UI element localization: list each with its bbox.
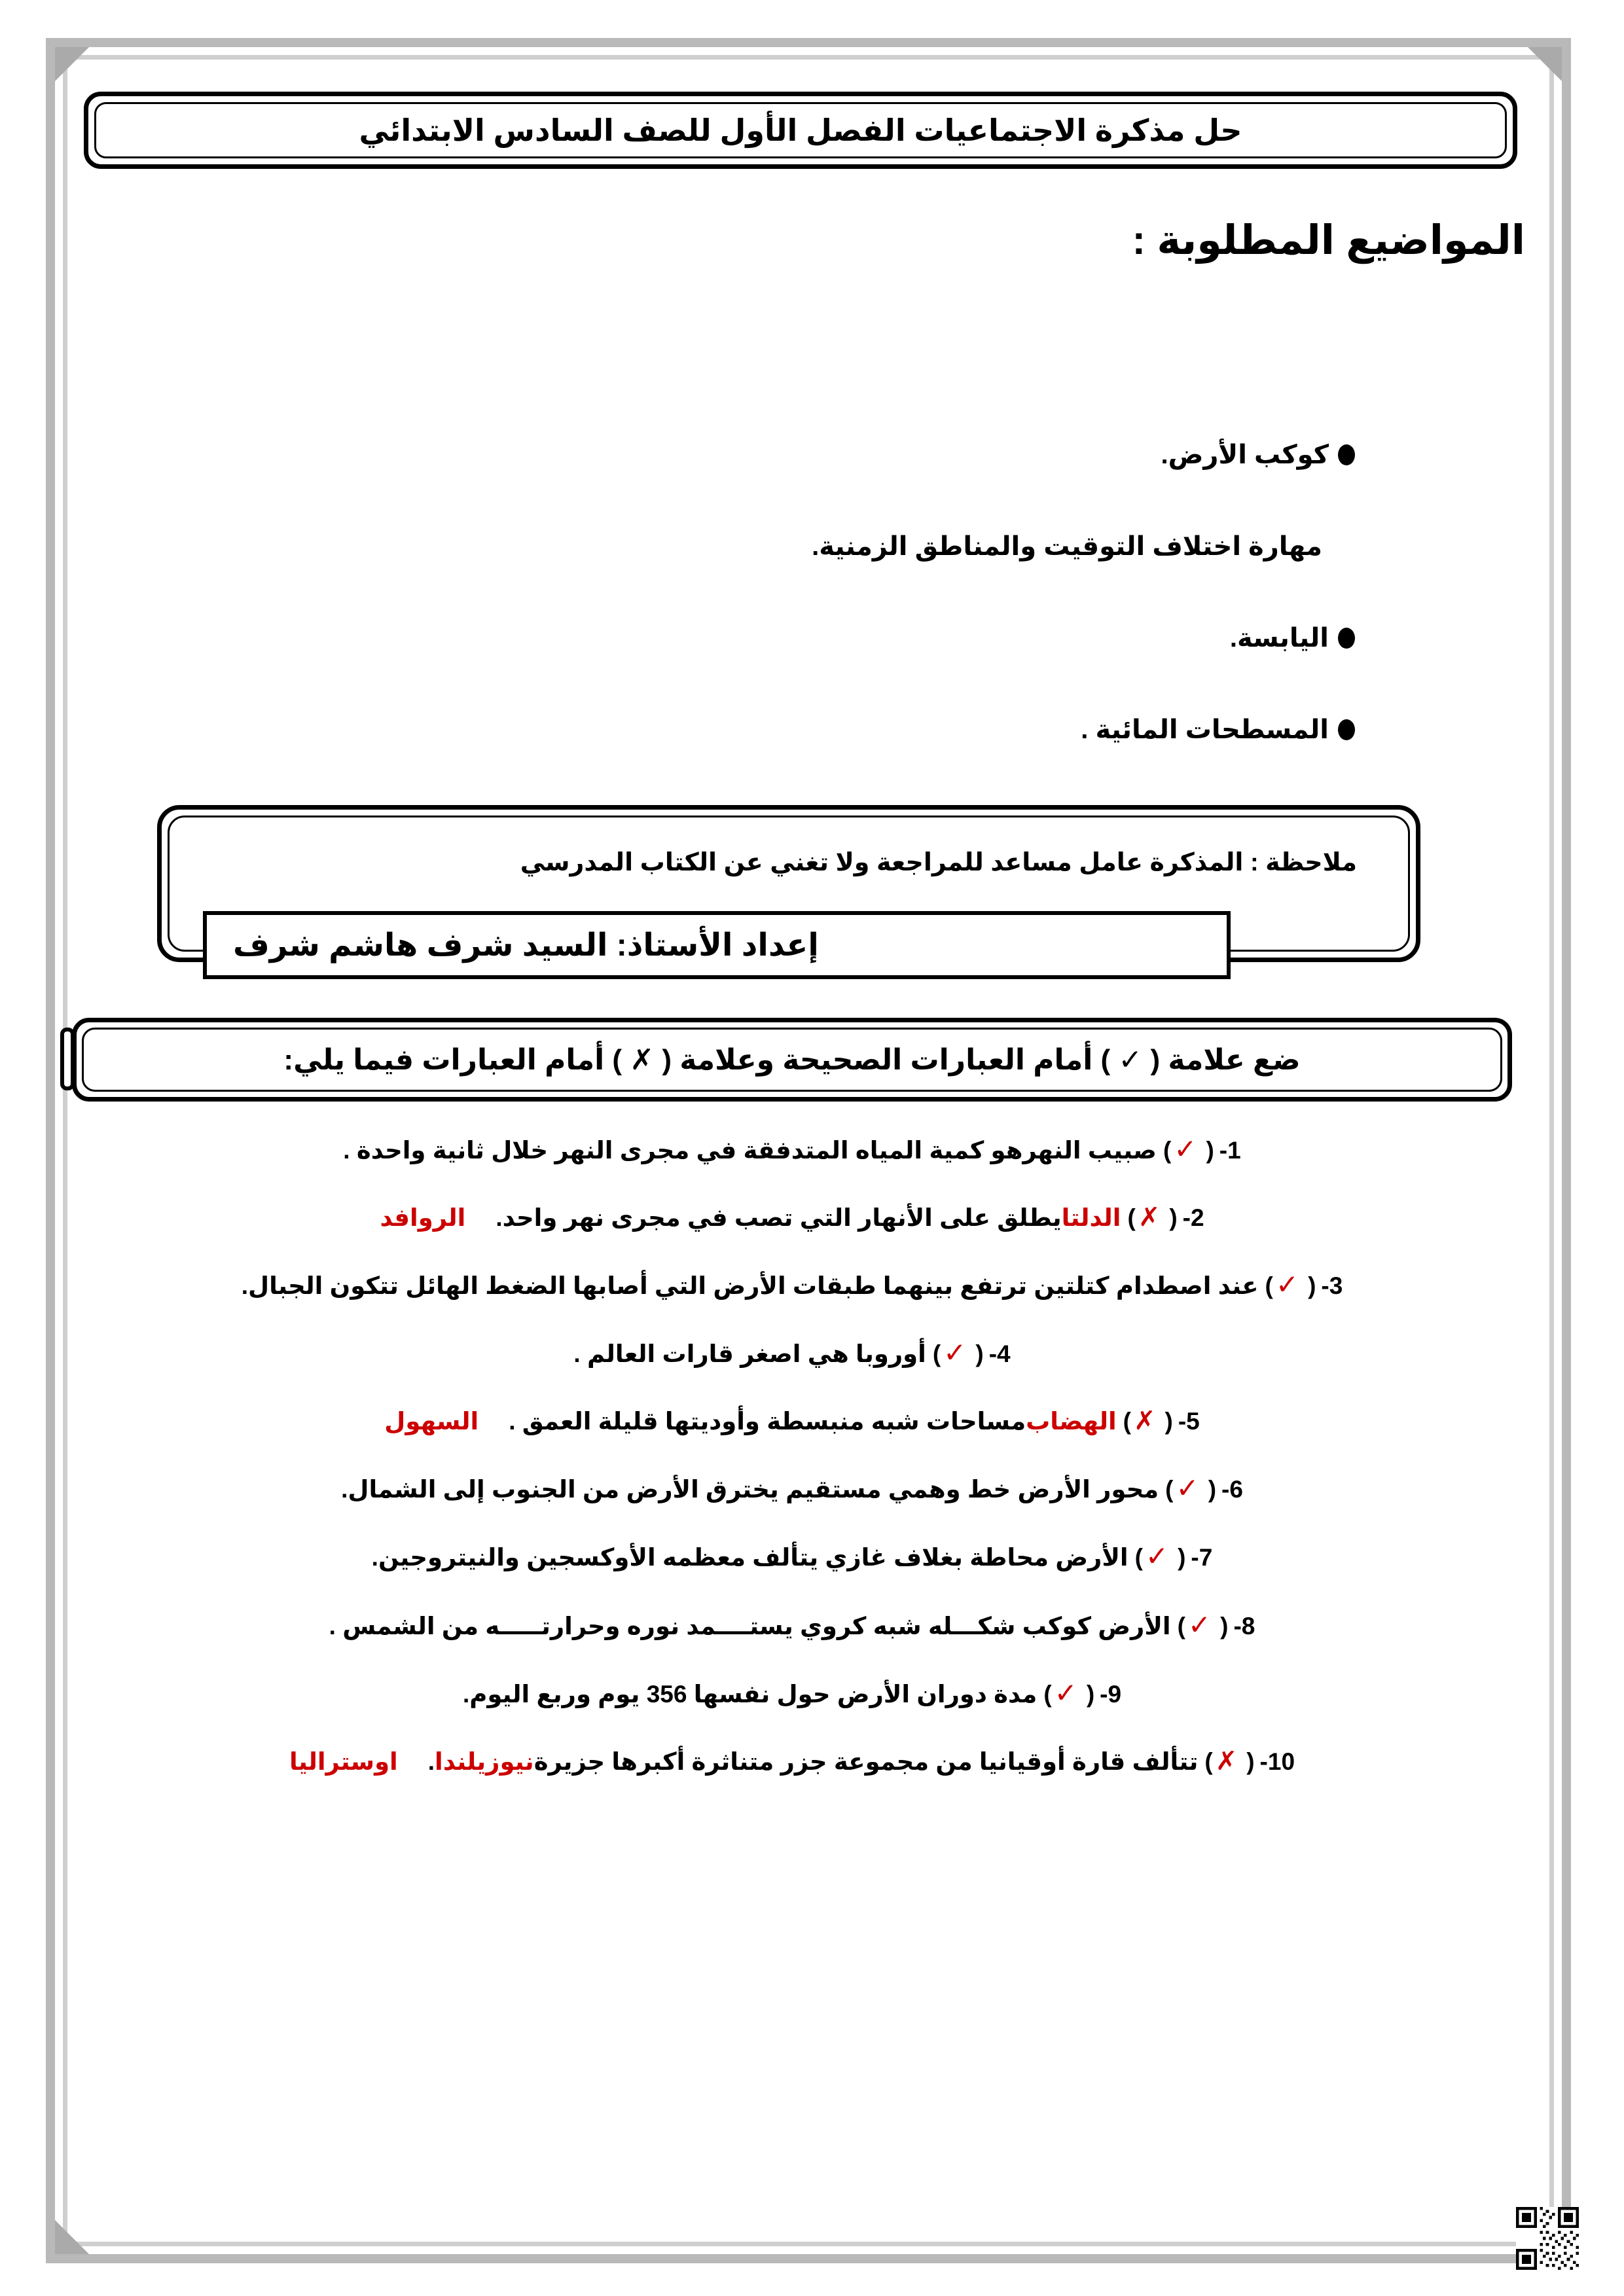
- question-text: الأرض كوكب شكـــله شبه كروي يستــــمد نوره وحرارتـــــه من الشمس .: [329, 1612, 1171, 1640]
- question-row: [72, 1132, 1512, 1167]
- instruction-text: ضع علامة ( ✓ ) أمام العبارات الصحيحة وعلامة ( ✗ ) أمام العبارات فيما يلي:: [283, 1043, 1301, 1076]
- answer-paren-open: (: [1178, 1544, 1186, 1571]
- answer-paren-open: (: [1208, 1475, 1217, 1503]
- answer-paren-close: ): [1043, 1681, 1052, 1708]
- answer-paren-open: (: [1246, 1748, 1255, 1775]
- question-correction: اوستراليا: [289, 1748, 398, 1775]
- question-number: 1-: [1219, 1137, 1241, 1164]
- page-title: حل مذكرة الاجتماعيات الفصل الأول للصف السادس الابتدائي: [359, 113, 1242, 147]
- document-content: [72, 65, 1545, 2232]
- answer-paren-close: ): [1134, 1544, 1143, 1571]
- question-number: 9-: [1100, 1681, 1122, 1708]
- question-correction: الروافد: [380, 1204, 466, 1231]
- topic-item-3: [1230, 623, 1355, 653]
- topic-label: المسطحات المائية .: [1081, 715, 1329, 744]
- instruction-banner-inner: [82, 1028, 1502, 1092]
- answer-paren-close: ): [932, 1340, 941, 1367]
- question-number: 5-: [1178, 1407, 1200, 1435]
- answer-check-icon: ✓: [1054, 1677, 1077, 1708]
- question-row: [72, 1745, 1512, 1778]
- frame-inner-left: [63, 55, 67, 2246]
- question-number: 3-: [1321, 1272, 1343, 1299]
- question-number: 6-: [1221, 1475, 1243, 1503]
- answer-paren-open: (: [1220, 1612, 1229, 1640]
- question-text: مدة دوران الأرض حول نفسها 356 يوم وربع اليوم.: [462, 1681, 1038, 1708]
- question-wrong-word: الهضاب: [1026, 1407, 1117, 1435]
- question-text: مساحات شبه منبسطة وأوديتها قليلة العمق .: [509, 1407, 1026, 1435]
- qr-code-icon: [1516, 2207, 1579, 2270]
- answer-paren-close: ): [1123, 1407, 1131, 1435]
- question-text: يطلق على الأنهار التي تصب في مجرى نهر واحد.: [496, 1204, 1062, 1231]
- answer-paren-open: (: [1308, 1272, 1316, 1299]
- question-correction: السهول: [384, 1407, 479, 1435]
- question-row: [72, 1201, 1512, 1234]
- answer-check-icon: ✓: [1275, 1268, 1299, 1300]
- answer-paren-close: ): [1204, 1748, 1213, 1775]
- answer-cross-icon: ✗: [1138, 1202, 1161, 1232]
- topic-label: مهارة اختلاف التوقيت والمناطق الزمنية.: [812, 532, 1322, 561]
- topic-label: اليابسة.: [1229, 624, 1329, 653]
- note-text: ملاحظة : المذكرة عامل مساعد للمراجعة ولا تغني عن الكتاب المدرسي: [520, 849, 1357, 876]
- answer-paren-open: (: [1164, 1407, 1173, 1435]
- question-number: 4-: [988, 1340, 1011, 1367]
- frame-border-top: [46, 38, 1571, 47]
- question-row: [72, 1676, 1512, 1711]
- answer-paren-close: ): [1177, 1612, 1185, 1640]
- bullet-icon: [1338, 444, 1355, 465]
- answer-paren-close: ): [1165, 1475, 1174, 1503]
- answer-cross-icon: ✗: [1215, 1746, 1238, 1776]
- topic-label: كوكب الأرض.: [1161, 440, 1329, 469]
- teacher-credit-box: [203, 911, 1231, 979]
- answer-paren-close: ): [1127, 1204, 1136, 1231]
- answer-check-icon: ✓: [1174, 1134, 1197, 1164]
- question-row: [72, 1471, 1512, 1506]
- answer-paren-open: (: [1086, 1681, 1095, 1708]
- question-text: محور الأرض خط وهمي مستقيم يخترق الأرض من الجنوب إلى الشمال.: [341, 1475, 1159, 1503]
- answer-check-icon: ✓: [943, 1337, 967, 1368]
- answer-check-icon: ✓: [1145, 1541, 1169, 1571]
- answer-cross-icon: ✗: [1134, 1406, 1156, 1435]
- frame-border-left: [46, 38, 55, 2263]
- instruction-banner: [72, 1018, 1512, 1102]
- question-number: 10-: [1259, 1748, 1295, 1775]
- question-row: [72, 1608, 1512, 1643]
- document-title-box-inner: [94, 102, 1507, 158]
- question-number: 7-: [1191, 1544, 1213, 1571]
- section-heading-topics: المواضيع المطلوبة :: [1132, 218, 1525, 263]
- question-list: [72, 1132, 1512, 1778]
- topic-item-2: [812, 531, 1322, 562]
- answer-check-icon: ✓: [1187, 1609, 1212, 1640]
- frame-inner-top: [63, 55, 1554, 60]
- question-row: [72, 1268, 1512, 1302]
- topic-item-4: [1081, 715, 1355, 745]
- question-text: عند اصطدام كتلتين ترتفع بينهما طبقات الأرض التي أصابها الضغط الهائل تتكون الجبال.: [241, 1272, 1259, 1299]
- answer-check-icon: ✓: [1176, 1472, 1199, 1503]
- question-number: 8-: [1233, 1612, 1255, 1640]
- teacher-credit-text: إعداد الأستاذ: السيد شرف هاشم شرف: [233, 928, 819, 963]
- question-number: 2-: [1182, 1204, 1204, 1231]
- frame-border-right: [1562, 38, 1571, 2263]
- question-row: [72, 1405, 1512, 1437]
- frame-border-bottom: [46, 2254, 1571, 2263]
- question-row: [72, 1539, 1512, 1574]
- question-wrong-word: نيوزيلندا: [435, 1748, 534, 1775]
- question-text: أوروبا هي اصغر قارات العالم .: [573, 1340, 926, 1367]
- answer-paren-close: ): [1265, 1272, 1273, 1299]
- answer-paren-open: (: [1169, 1204, 1178, 1231]
- question-text: تتألف قارة أوقيانيا من مجموعة جزر متناثرة أكبرها جزيرة: [533, 1748, 1199, 1775]
- question-wrong-word: الدلتا: [1061, 1204, 1121, 1231]
- topic-item-1: [1161, 440, 1355, 470]
- answer-paren-open: (: [975, 1340, 984, 1367]
- question-row: [72, 1336, 1512, 1371]
- question-text: الأرض محاطة بغلاف غازي يتألف معظمه الأوكسجين والنيتروجين.: [371, 1544, 1128, 1571]
- question-text: صبيب النهرهو كمية المياه المتدفقة في مجرى النهر خلال ثانية واحدة .: [343, 1137, 1157, 1164]
- document-title-box: [84, 92, 1517, 169]
- frame-inner-right: [1549, 55, 1554, 2246]
- bullet-icon: [1338, 628, 1355, 649]
- answer-paren-close: ): [1163, 1137, 1172, 1164]
- question-text-tail: .: [427, 1748, 435, 1775]
- answer-paren-open: (: [1206, 1137, 1214, 1164]
- frame-inner-bottom: [63, 2242, 1554, 2246]
- bullet-icon: [1338, 719, 1355, 740]
